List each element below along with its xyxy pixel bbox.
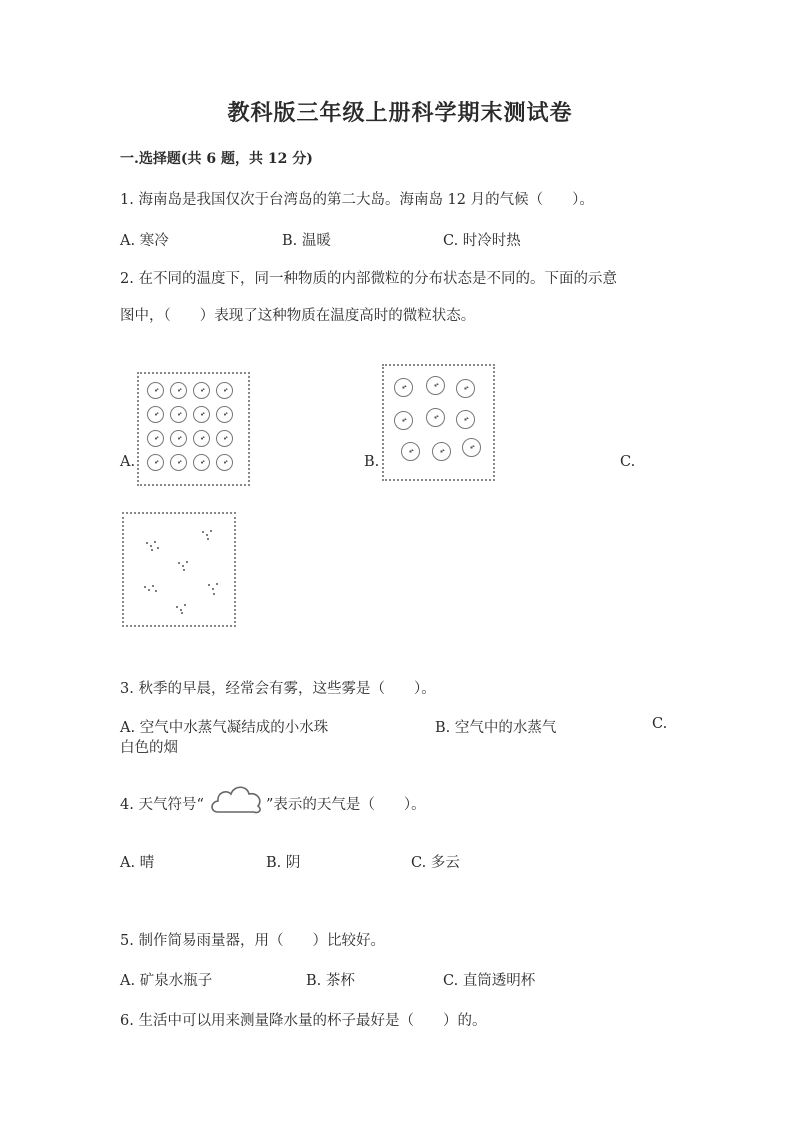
question-3-option-a: A. 空气中水蒸气凝结成的小水珠 bbox=[120, 720, 329, 736]
page-title: 教科版三年级上册科学期末测试卷 bbox=[227, 100, 573, 126]
diagram-b-medium-particles bbox=[382, 364, 495, 481]
diagram-a-dense-particles bbox=[137, 372, 250, 486]
question-4-text-before: 4. 天气符号“ bbox=[120, 797, 204, 813]
question-1-option-a: A. 寒冷 bbox=[120, 233, 169, 249]
particle-icon bbox=[147, 406, 164, 423]
question-5-option-b: B. 茶杯 bbox=[306, 973, 355, 989]
section-heading: 一.选择题(共 6 题，共 12 分) bbox=[120, 151, 313, 167]
particle-icon bbox=[394, 411, 413, 430]
particle-icon bbox=[216, 382, 233, 399]
particle-icon bbox=[456, 410, 475, 429]
question-2-text-line2: 图中，（ ）表现了这种物质在温度高时的微粒状态。 bbox=[120, 308, 476, 324]
question-5-text: 5. 制作简易雨量器，用（ ）比较好。 bbox=[120, 933, 385, 949]
question-2-text-line1: 2. 在不同的温度下，同一种物质的内部微粒的分布状态是不同的。下面的示意 bbox=[120, 271, 617, 287]
particle-icon bbox=[401, 442, 420, 461]
question-4-text-after: ”表示的天气是（ ）。 bbox=[266, 797, 426, 813]
particle-icon bbox=[147, 454, 164, 471]
question-4-option-c: C. 多云 bbox=[411, 855, 460, 871]
question-3-text: 3. 秋季的早晨，经常会有雾，这些雾是（ ）。 bbox=[120, 681, 436, 697]
particle-icon bbox=[216, 406, 233, 423]
particle-icon bbox=[193, 430, 210, 447]
particle-icon bbox=[170, 430, 187, 447]
particle-icon bbox=[462, 438, 481, 457]
question-3-option-b: B. 空气中的水蒸气 bbox=[435, 720, 557, 736]
question-5-option-a: A. 矿泉水瓶子 bbox=[120, 973, 213, 989]
question-1-text: 1. 海南岛是我国仅次于台湾岛的第二大岛。海南岛 12 月的气候（ ）。 bbox=[120, 192, 594, 208]
particle-icon bbox=[193, 382, 210, 399]
question-1-option-c: C. 时冷时热 bbox=[443, 233, 521, 249]
question-2-option-b-label: B. bbox=[364, 454, 380, 470]
question-4-option-b: B. 阴 bbox=[266, 855, 301, 871]
particle-icon bbox=[426, 376, 445, 395]
particle-icon bbox=[147, 382, 164, 399]
cloud-weather-icon bbox=[208, 780, 266, 824]
particle-icon bbox=[216, 454, 233, 471]
particle-icon bbox=[193, 406, 210, 423]
particle-icon bbox=[216, 430, 233, 447]
question-5-option-c: C. 直筒透明杯 bbox=[443, 973, 536, 989]
question-3-option-c-text: 白色的烟 bbox=[120, 740, 178, 756]
question-2-option-a-label: A. bbox=[120, 454, 136, 470]
question-6-text: 6. 生活中可以用来测量降水量的杯子最好是（ ）的。 bbox=[120, 1013, 487, 1029]
particle-icon bbox=[147, 430, 164, 447]
question-3-option-c-label: C. bbox=[652, 716, 668, 732]
particle-icon bbox=[432, 442, 451, 461]
particle-icon bbox=[193, 454, 210, 471]
particle-icon bbox=[170, 382, 187, 399]
particle-icon bbox=[170, 454, 187, 471]
question-2-option-c-label: C. bbox=[620, 454, 636, 470]
question-1-option-b: B. 温暖 bbox=[282, 233, 331, 249]
diagram-c-sparse-particles bbox=[122, 512, 236, 627]
particle-icon bbox=[456, 379, 475, 398]
particle-icon bbox=[170, 406, 187, 423]
particle-icon bbox=[426, 408, 445, 427]
question-4-option-a: A. 晴 bbox=[120, 855, 155, 871]
particle-icon bbox=[394, 378, 413, 397]
